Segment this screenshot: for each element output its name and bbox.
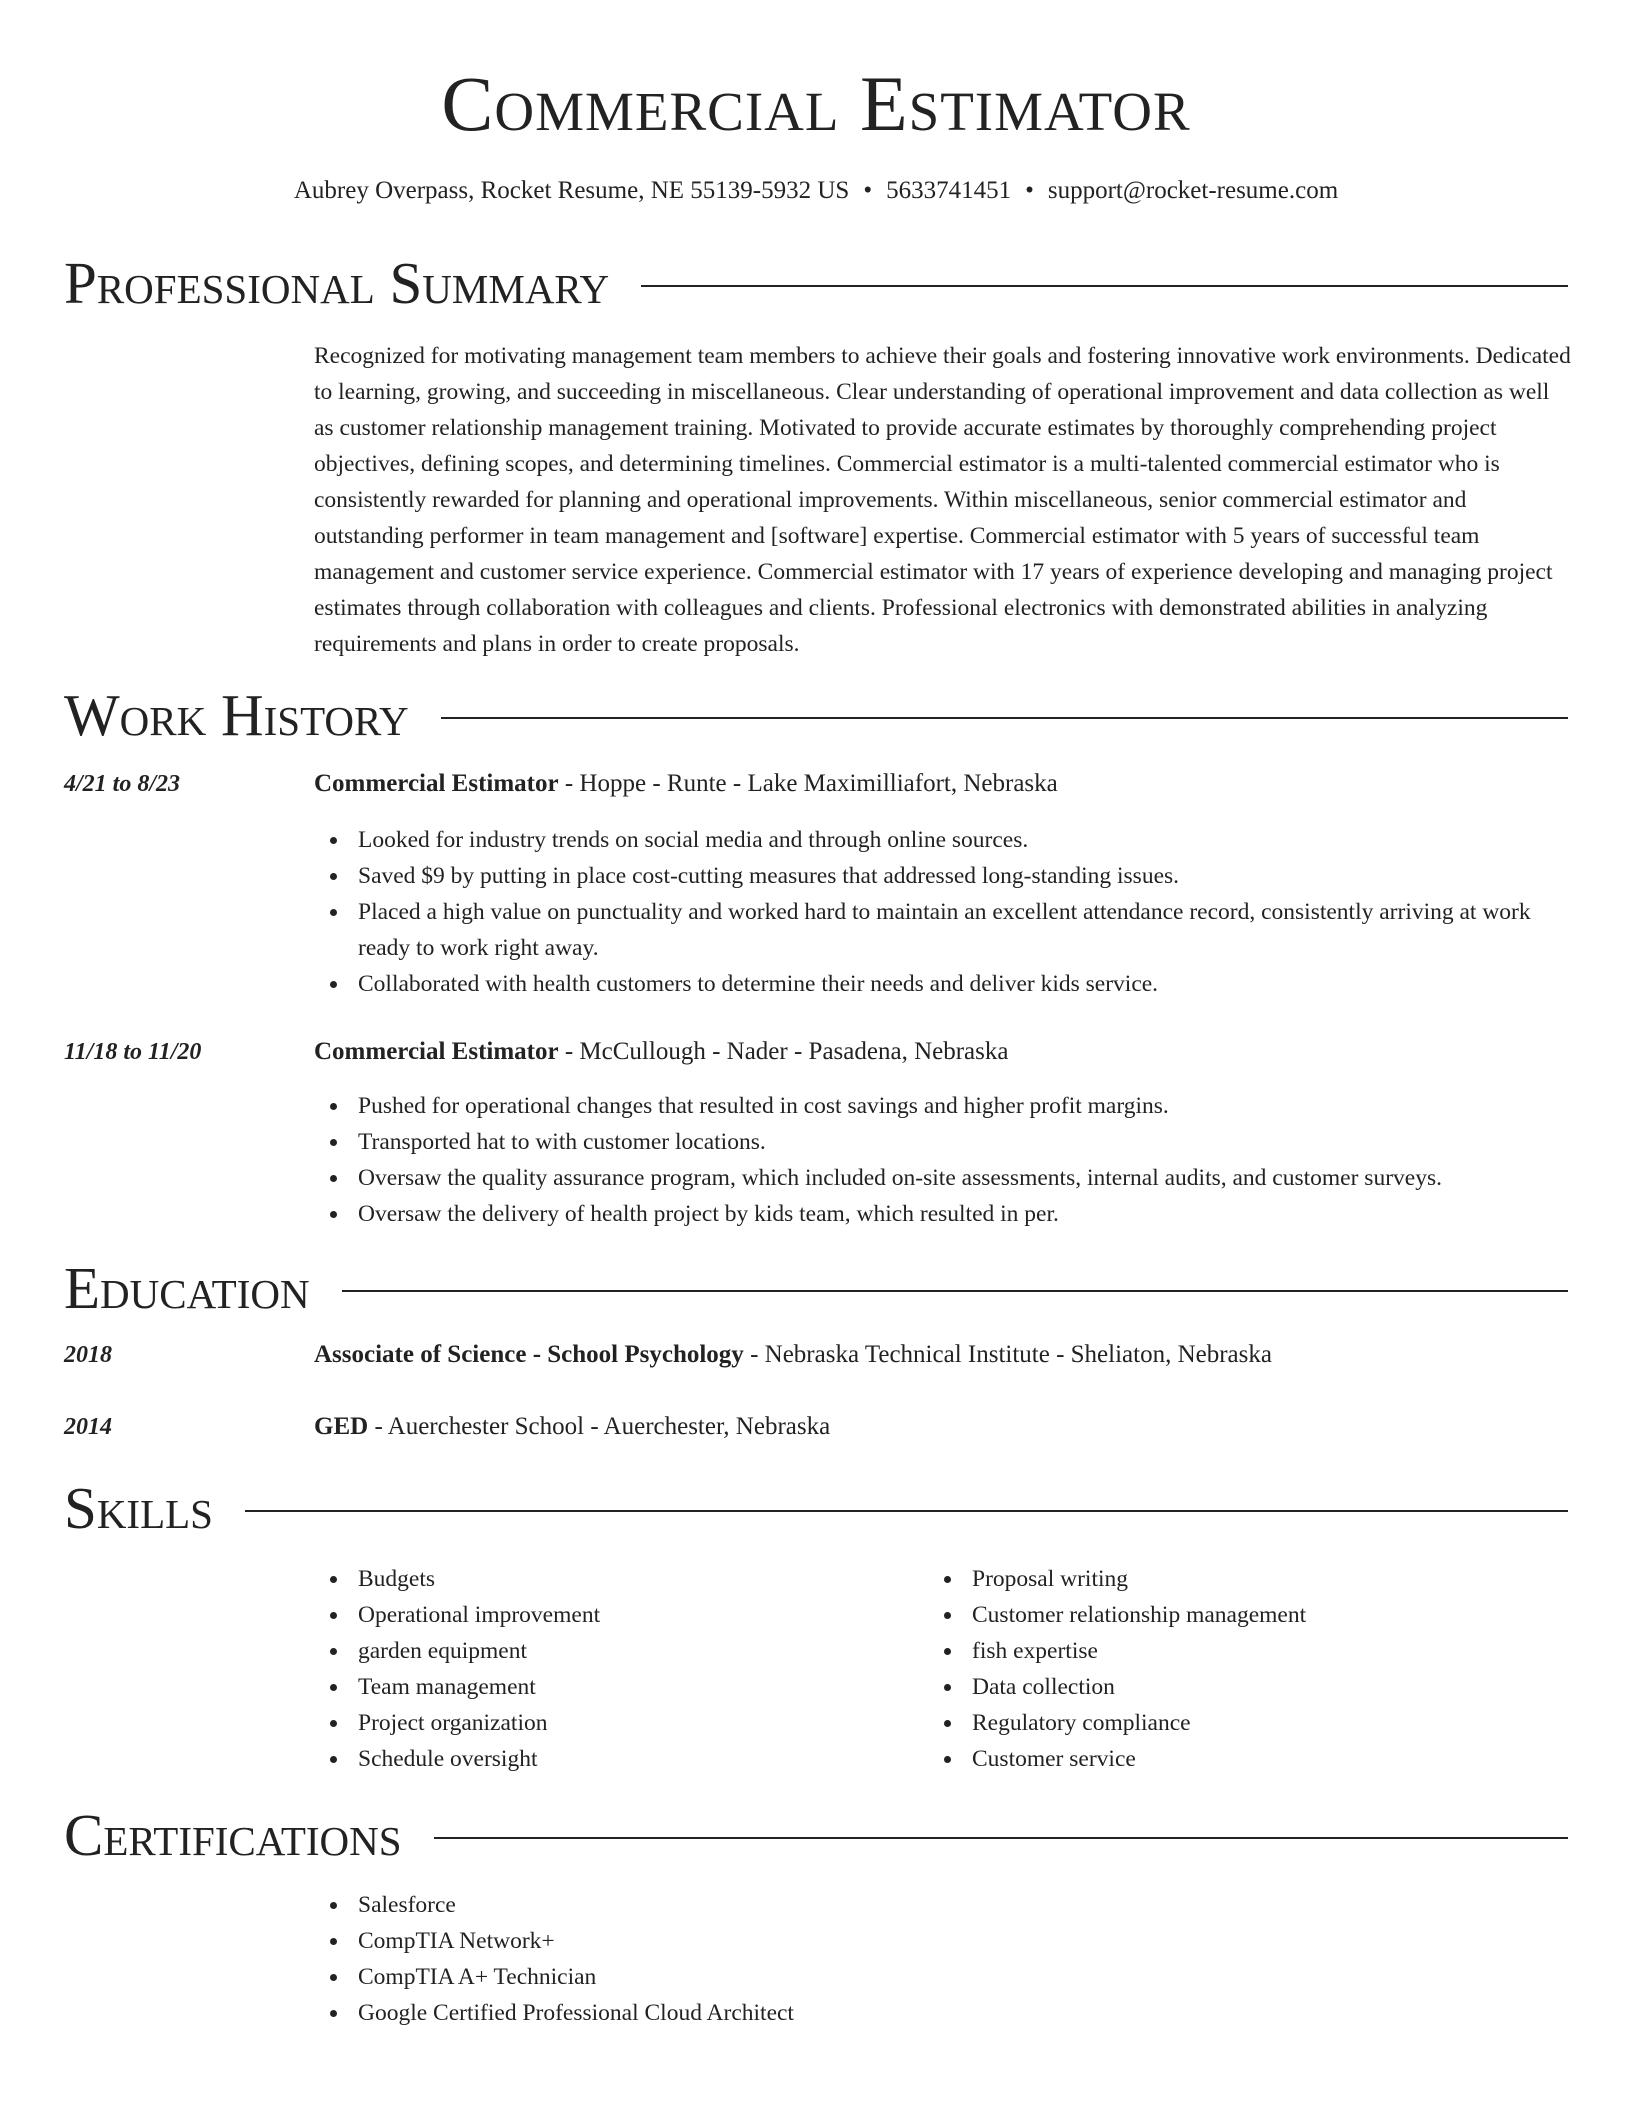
section-header-summary [64,248,1568,318]
job-dates: 4/21 to 8/23 [64,771,181,797]
contact-address: Aubrey Overpass, Rocket Resume, NE 55139-5932 US [293,177,850,204]
section-header-certifications [64,1800,1568,1870]
section-header-skills [64,1473,1568,1543]
education-degree: Associate of Science - School Psychology [314,1341,744,1368]
job-bullet: Saved $9 by putting in place cost-cutting measures that addressed long-standing issues. [314,858,1574,894]
section-divider [245,1510,1568,1512]
section-title-skills: Skills [64,1475,213,1541]
section-divider [434,1837,1568,1839]
contact-separator: • [1025,177,1034,204]
section-title-summary: Professional Summary [64,250,610,316]
skills-list-right [928,1561,1528,1777]
contact-separator: • [863,177,873,204]
certification-item: CompTIA Network+ [314,1923,1574,1959]
education-year: 2014 [64,1414,112,1440]
job-bullet: Pushed for operational changes that resulted in cost savings and higher profit margins. [314,1088,1574,1124]
job-bullet: Placed a high value on punctuality and worked hard to maintain an excellent attendance record, consistently arriving at work ready to work right away. [314,894,1574,966]
certification-item: CompTIA A+ Technician [314,1959,1574,1995]
job-bullets [314,1088,1574,1232]
skill-item: Data collection [928,1669,1528,1705]
job-details: - McCullough - Nader - Pasadena, Nebraska [558,1038,1009,1065]
skill-item: Customer service [928,1741,1528,1777]
job-bullets [314,822,1574,1002]
education-details: - Nebraska Technical Institute - Sheliaton, Nebraska [743,1341,1272,1368]
job-bullet: Oversaw the delivery of health project by kids team, which resulted in per. [314,1196,1574,1232]
education-heading [314,1410,1574,1444]
skills-list-left [314,1561,914,1777]
education-year: 2018 [64,1342,112,1368]
education-heading [314,1338,1574,1372]
job-details: - Hoppe - Runte - Lake Maximilliafort, Nebraska [558,770,1058,797]
job-bullet: Looked for industry trends on social media and through online sources. [314,822,1574,858]
contact-phone: 5633741451 [886,177,1012,204]
education-details: - Auerchester School - Auerchester, Nebraska [368,1413,831,1440]
certifications-list [314,1887,1574,2031]
job-role: Commercial Estimator [314,770,559,797]
section-title-certifications: Certifications [64,1802,402,1868]
section-title-education: Education [64,1255,310,1321]
skill-item: Project organization [314,1705,914,1741]
resume-title: Commercial Estimator [441,60,1191,147]
skill-item: Team management [314,1669,914,1705]
section-header-education [64,1253,1568,1323]
job-bullet: Collaborated with health customers to determine their needs and deliver kids service. [314,966,1574,1002]
certification-item: Salesforce [314,1887,1574,1923]
skill-item: fish expertise [928,1633,1528,1669]
skill-item: garden equipment [314,1633,914,1669]
job-dates: 11/18 to 11/20 [64,1039,202,1065]
certification-item: Google Certified Professional Cloud Architect [314,1995,1574,2031]
skill-item: Schedule oversight [314,1741,914,1777]
skill-item: Customer relationship management [928,1597,1528,1633]
job-role: Commercial Estimator [314,1038,559,1065]
section-divider [641,285,1568,287]
section-divider [342,1290,1568,1292]
skill-item: Operational improvement [314,1597,914,1633]
skill-item: Budgets [314,1561,914,1597]
skill-item: Proposal writing [928,1561,1528,1597]
job-heading [314,767,1574,801]
job-bullet: Transported hat to with customer locations. [314,1124,1574,1160]
contact-line [0,174,1632,208]
contact-email: support@rocket-resume.com [1047,177,1339,204]
skill-item: Regulatory compliance [928,1705,1528,1741]
job-heading [314,1035,1574,1069]
summary-text: Recognized for motivating management team members to achieve their goals and fostering innovative work environments. Dedicated to learning, growing, and succeeding in miscellaneous. Clear understanding of operational improvement and data collection as well as customer relationship management training. Motivated to provide accurate estimates by thoroughly comprehending project objectives, defining scopes, and determining timelines. Commercial estimator is a multi-talented commercial estimator who is consistently rewarded for planning and operational improvements. Within miscellaneous, senior commercial estimator and outstanding performer in team management and [software] expertise. Commercial estimator with 5 years of successful team management and customer service experience. Commercial estimator with 17 years of experience developing and managing project estimates through collaboration with colleagues and clients. Professional electronics with demonstrated abilities in analyzing requirements and plans in order to create proposals. [314,343,1571,657]
education-degree: GED [314,1413,369,1440]
section-title-work: Work History [64,682,409,748]
section-header-work [64,680,1568,750]
job-bullet: Oversaw the quality assurance program, which included on-site assessments, internal audits, and customer surveys. [314,1160,1574,1196]
section-divider [441,717,1568,719]
